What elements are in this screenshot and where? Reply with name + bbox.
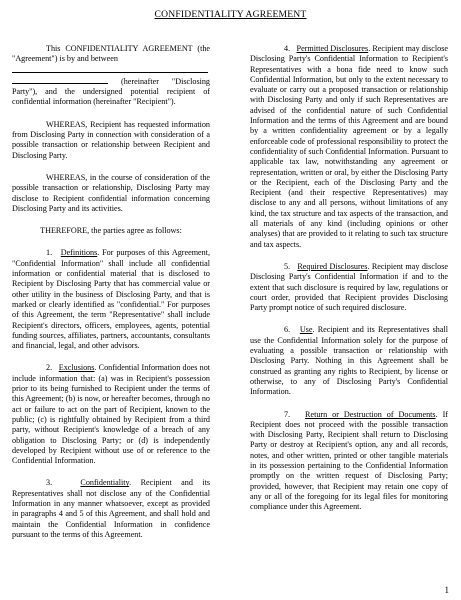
document-title: CONFIDENTIALITY AGREEMENT: [154, 9, 307, 20]
intro-text: This CONFIDENTIALITY AGREEMENT (the "Agreement") is by and between: [12, 44, 210, 64]
section-heading: Required Disclosures: [297, 261, 368, 271]
therefore-paragraph: THEREFORE, the parties agree as follows:: [40, 226, 182, 236]
section-number: 4.: [284, 44, 291, 53]
section-return-destruction: [250, 410, 448, 513]
section-body: . Recipient and its Representatives shall use the Confidential Information solely for the purpose of evaluating a possible transaction or relationship with Disclosing Party. Nothing in this Agreement shall be construed as granting any rights to Recipient, by license or otherwise, to any of Disclosing Party's Confidential Information.: [250, 325, 448, 397]
section-number: 5.: [284, 261, 291, 271]
section-permitted-disclosures: [250, 44, 448, 250]
section-number: 7.: [284, 409, 291, 419]
section-body: . If Recipient does not proceed with the possible transaction with Disclosing Party, Recipient shall return to Disclosing Party or destroy at Recipient's option, any and all records, notes, and other written, printed or other tangible materials in its possession pertaining to the Confidential Information promptly on the written request of Disclosing Party; provided, however, that Recipient may retain one copy of any or all of the foregoing for its legal files for monitoring compliance under this Agreement.: [250, 409, 448, 512]
whereas-paragraph-1: WHEREAS, Recipient has requested information from Disclosing Party in connection with consideration of a possible transaction or relationship between Recipient and Disclosing Party.: [12, 119, 210, 160]
page-number: 1: [444, 585, 449, 595]
section-use: [250, 325, 448, 397]
section-required-disclosures: [250, 262, 448, 313]
party-name-blank-2: [12, 76, 108, 84]
section-number: 6.: [284, 325, 291, 335]
section-definitions: [12, 248, 210, 351]
section-body: . Confidential Information does not include information that: (a) was in Recipient's possession prior to its being furnished to Recipient under the terms of this Agreement; (b) is now, or hereafter becomes, through no act or failure to act on the part of Recipient, known to the public; (c) is rightfully obtained by Recipient from a third party, without Recipient's knowledge of a breach of any obligation to Disclosing Party; or (d) is independently developed by Recipient without use of or reference to the Confidential Information.: [12, 363, 211, 466]
section-heading: Permitted Disclosures: [296, 44, 369, 53]
right-column: [250, 44, 448, 524]
section-number: 3.: [46, 478, 53, 488]
section-heading: Use: [299, 325, 313, 335]
section-number: 2.: [46, 363, 53, 373]
section-body: . Recipient may disclose Disclosing Party's Confidential Information if and to the extent that such disclosure is required by law, regulations or court order, provided that Recipient provides Disclosing Party prompt notice of such required disclosure.: [250, 261, 448, 313]
intro-paragraph: [12, 44, 210, 108]
section-body: . Recipient may disclose Disclosing Party's Confidential Information to Recipient's Representatives with a bona fide need to know such Confidential Information, but only to the extent necessary to evaluate or carry out a proposed transaction or relationship with Disclosing Party and only if such Representatives are advised of the confidential nature of such Confidential Information and the terms of this Agreement and are bound by a written confidentiality agreement or by a legally enforceable code of professional responsibility to protect the confidentiality of such Confidential Information. Pursuant to applicable tax law, notwithstanding any agreement or representation, written or oral, by either the Disclosing Party or the Recipient, each of the Disclosing Party and the Recipient (and their respective Representatives) may disclose to any and all persons, without limitations of any kind, the tax structure and tax aspects of the transaction, and all materials of any kind (including opinions or other analyses) that are provided to it relating to such tax structure and tax aspects.: [250, 44, 448, 249]
section-heading: Return or Destruction of Documents: [305, 409, 436, 419]
section-confidentiality: [12, 478, 210, 540]
section-heading: Exclusions: [58, 363, 95, 373]
section-heading: Confidentiality: [80, 478, 130, 488]
left-column: [12, 44, 210, 552]
section-body: . For purposes of this Agreement, "Confidential Information" shall include all confidential information or confidential material that is disclosed to Recipient by Disclosing Party that has commercial value or other utility in the business of Disclosing Party, and that is marked or clearly identified as "confidential." For purposes of this Agreement, the term "Representative" shall include Recipient's directors, officers, employees, agents, potential funding sources, affiliates, partners, accountants, consultants and financial, legal, and other advisors.: [12, 248, 210, 351]
section-heading: Definitions: [60, 248, 98, 258]
whereas-paragraph-2: WHEREAS, in the course of consideration of the possible transaction or relationship, Disclosing Party may disclose to Recipient confidential information concerning Disclosing Party and its activities.: [12, 172, 210, 213]
section-exclusions: [12, 363, 210, 466]
section-body: . Recipient and its Representatives shall not disclose any of the Confidential Information in any manner whatsoever, except as provided in paragraphs 4 and 5 of this Agreement, and shall hold and maintain the Confidential Information in confidence pursuant to the terms of this Agreement.: [12, 478, 210, 539]
party-name-blank: [12, 65, 208, 73]
intro-text-continued: (hereinafter "Disclosing Party"), and the undersigned potential recipient of confidential information (hereinafter "Recipient").: [12, 76, 210, 107]
section-number: 1.: [46, 248, 53, 258]
